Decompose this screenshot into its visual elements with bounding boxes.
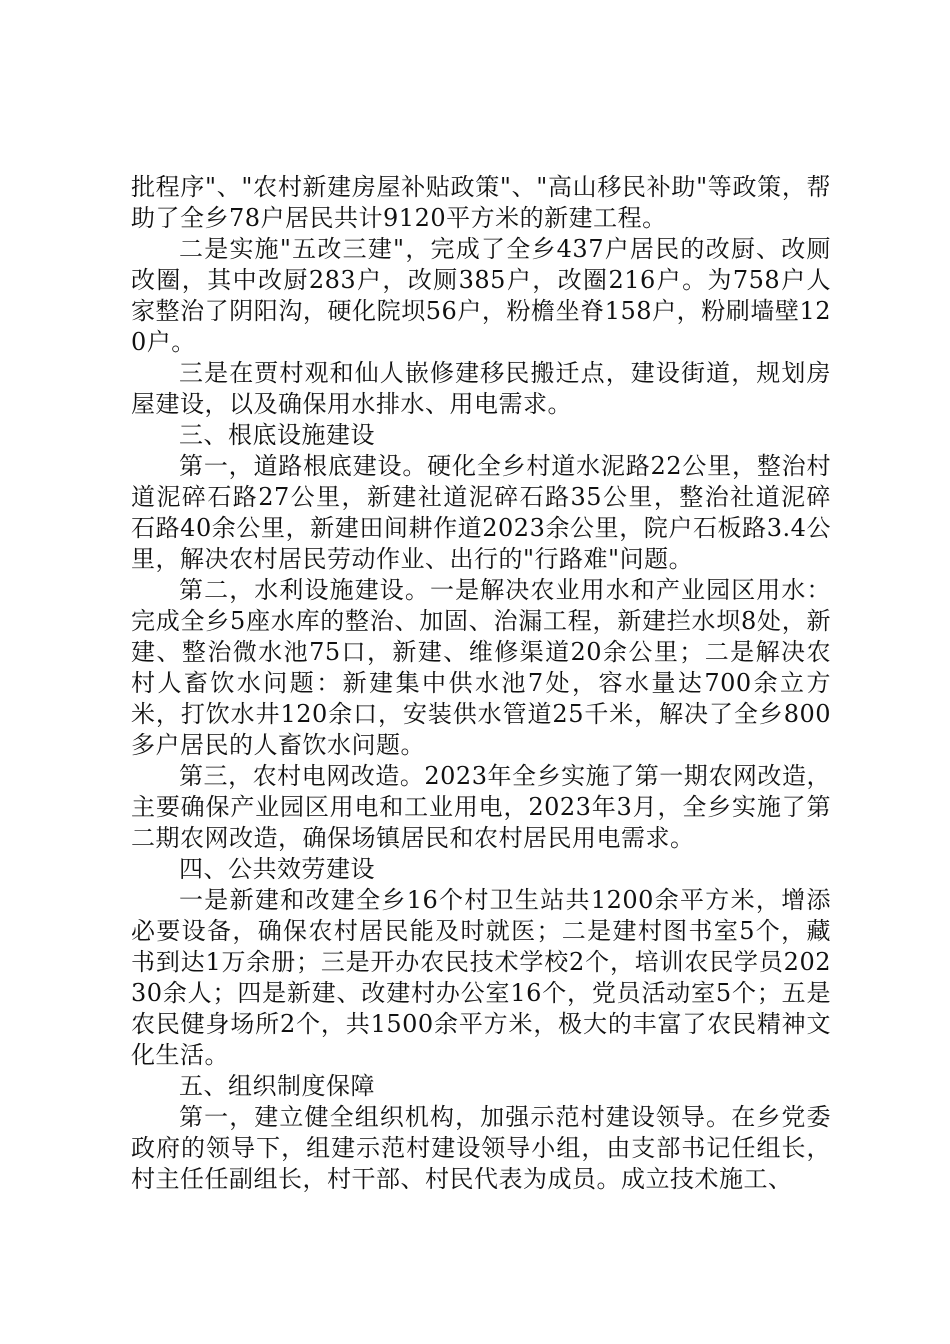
paragraph-public-services: 一是新建和改建全乡16个村卫生站共1200余平方米，增添必要设备，确保农村居民能及时就医；二是建村图书室5个，藏书到达1万余册；三是开办农民技术学校2个，培训农民学员20230余人；四是新建、改建村办公室16个，党员活动室5个；五是农民健身场所2个，共1500余平方米，极大的丰富了农民精神文化生活。 — [131, 886, 831, 1069]
document-body — [131, 172, 831, 1195]
paragraph-policy-help: 批程序"、"农村新建房屋补贴政策"、"高山移民补助"等政策，帮助了全乡78户居民共计9120平方米的新建工程。 — [131, 173, 831, 232]
heading-infrastructure: 三、根底设施建设 — [179, 421, 375, 449]
paragraph-power-grid: 第三，农村电网改造。2023年全乡实施了第一期农网改造，主要确保产业园区用电和工业用电，2023年3月，全乡实施了第二期农网改造，确保场镇居民和农村居民用电需求。 — [131, 762, 831, 852]
heading-organization: 五、组织制度保障 — [179, 1072, 375, 1100]
heading-public-services: 四、公共效劳建设 — [179, 855, 375, 883]
paragraph-relocation-site: 三是在贾村观和仙人嵌修建移民搬迁点，建设街道，规划房屋建设，以及确保用水排水、用电需求。 — [131, 359, 831, 418]
paragraph-road-construction: 第一，道路根底建设。硬化全乡村道水泥路22公里，整治村道泥碎石路27公里，新建社道泥碎石路35公里，整治社道泥碎石路40余公里，新建田间耕作道2023余公里，院户石板路3.4公里，解决农村居民劳动作业、出行的"行路难"问题。 — [131, 452, 831, 573]
paragraph-organization: 第一，建立健全组织机构，加强示范村建设领导。在乡党委政府的领导下，组建示范村建设领导小组，由支部书记任组长，村主任任副组长，村干部、村民代表为成员。成立技术施工、 — [131, 1103, 831, 1193]
paragraph-five-reforms: 二是实施"五改三建"，完成了全乡437户居民的改厨、改厕改圈，其中改厨283户，改厕385户，改圈216户。为758户人家整治了阴阳沟，硬化院坝56户，粉檐坐脊158户，粉刷墙壁120户。 — [131, 235, 831, 356]
paragraph-water-conservancy: 第二，水利设施建设。一是解决农业用水和产业园区用水：完成全乡5座水库的整治、加固、治漏工程，新建拦水坝8处，新建、整治微水池75口，新建、维修渠道20余公里；二是解决农村人畜饮水问题：新建集中供水池7处，容水量达700余立方米，打饮水井120余口，安装供水管道25千米，解决了全乡800多户居民的人畜饮水问题。 — [131, 576, 831, 759]
